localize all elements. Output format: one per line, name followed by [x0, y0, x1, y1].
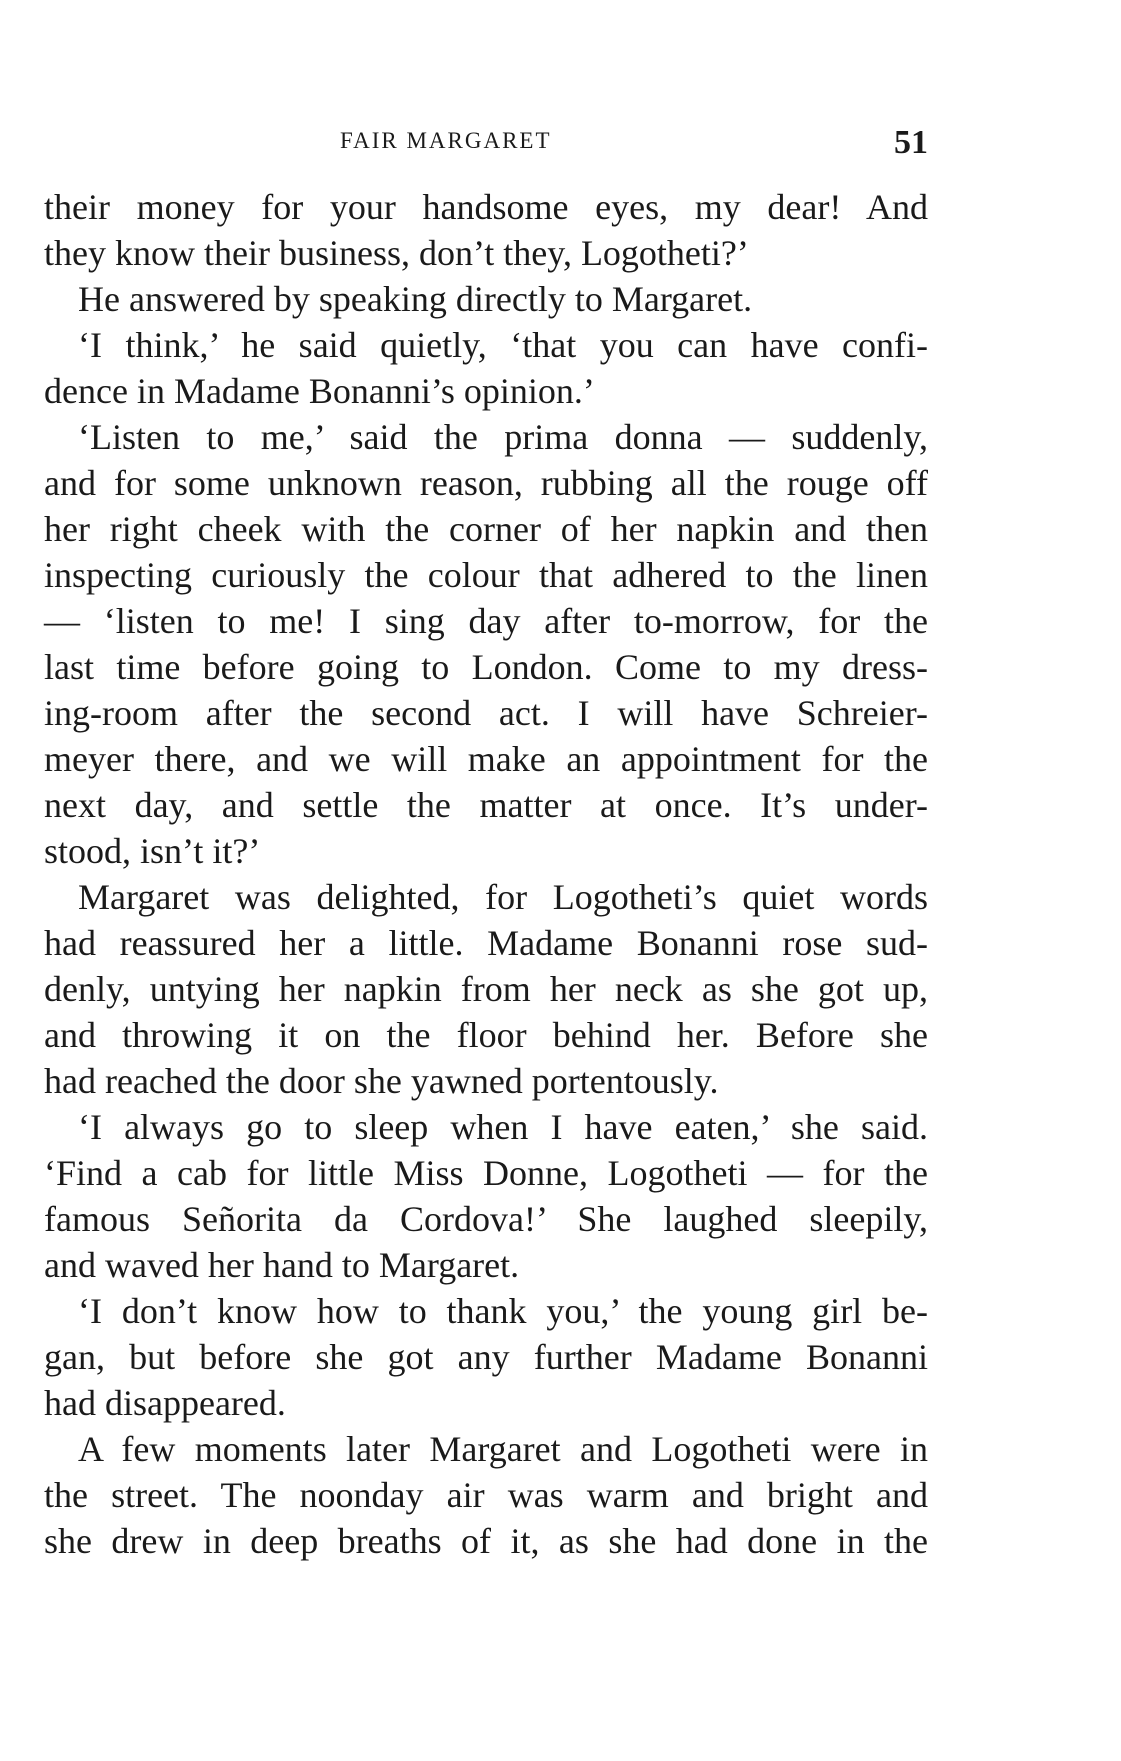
text-line: she drew in deep breaths of it, as she had done in the — [44, 1521, 928, 1561]
text-line: A few moments later Margaret and Logotheti were in — [78, 1429, 928, 1469]
text-line: denly, untying her napkin from her neck as she got up, — [44, 969, 928, 1009]
body-text — [44, 184, 928, 1564]
text-line: inspecting curiously the colour that adhered to the linen — [44, 555, 928, 595]
text-line: last time before going to London. Come to my dress- — [44, 647, 928, 687]
text-line: and for some unknown reason, rubbing all the rouge off — [44, 463, 928, 503]
text-line: He answered by speaking directly to Margaret. — [78, 279, 753, 319]
text-line: dence in Madame Bonanni’s opinion.’ — [44, 371, 595, 411]
text-line: gan, but before she got any further Madame Bonanni — [44, 1337, 928, 1377]
text-line: they know their business, don’t they, Logotheti?’ — [44, 233, 749, 273]
text-line: and waved her hand to Margaret. — [44, 1245, 520, 1285]
text-line: ing-room after the second act. I will have Schreier- — [44, 693, 928, 733]
text-line: ‘I always go to sleep when I have eaten,’ she said. — [78, 1107, 928, 1147]
text-line: had reassured her a little. Madame Bonanni rose sud- — [44, 923, 928, 963]
text-line: her right cheek with the corner of her napkin and then — [44, 509, 928, 549]
text-line: next day, and settle the matter at once. It’s under- — [44, 785, 928, 825]
text-line: had disappeared. — [44, 1383, 286, 1423]
text-line: famous Señorita da Cordova!’ She laughed sleepily, — [44, 1199, 928, 1239]
text-line: their money for your handsome eyes, my dear! And — [44, 187, 928, 227]
text-line: had reached the door she yawned portentously. — [44, 1061, 719, 1101]
text-line: — ‘listen to me! I sing day after to-morrow, for the — [44, 601, 928, 641]
text-line: the street. The noonday air was warm and bright and — [44, 1475, 928, 1515]
text-line: ‘Find a cab for little Miss Donne, Logotheti — for the — [44, 1153, 928, 1193]
text-line: stood, isn’t it?’ — [44, 831, 261, 871]
page-number: 51 — [894, 124, 928, 161]
text-line: ‘I think,’ he said quietly, ‘that you can have confi- — [78, 325, 928, 365]
running-title: FAIR MARGARET — [340, 128, 552, 153]
text-line: Margaret was delighted, for Logotheti’s quiet words — [78, 877, 928, 917]
text-line: ‘Listen to me,’ said the prima donna — suddenly, — [78, 417, 928, 457]
text-line: ‘I don’t know how to thank you,’ the young girl be- — [78, 1291, 928, 1331]
text-line: meyer there, and we will make an appointment for the — [44, 739, 928, 779]
text-line: and throwing it on the floor behind her. Before she — [44, 1015, 928, 1055]
